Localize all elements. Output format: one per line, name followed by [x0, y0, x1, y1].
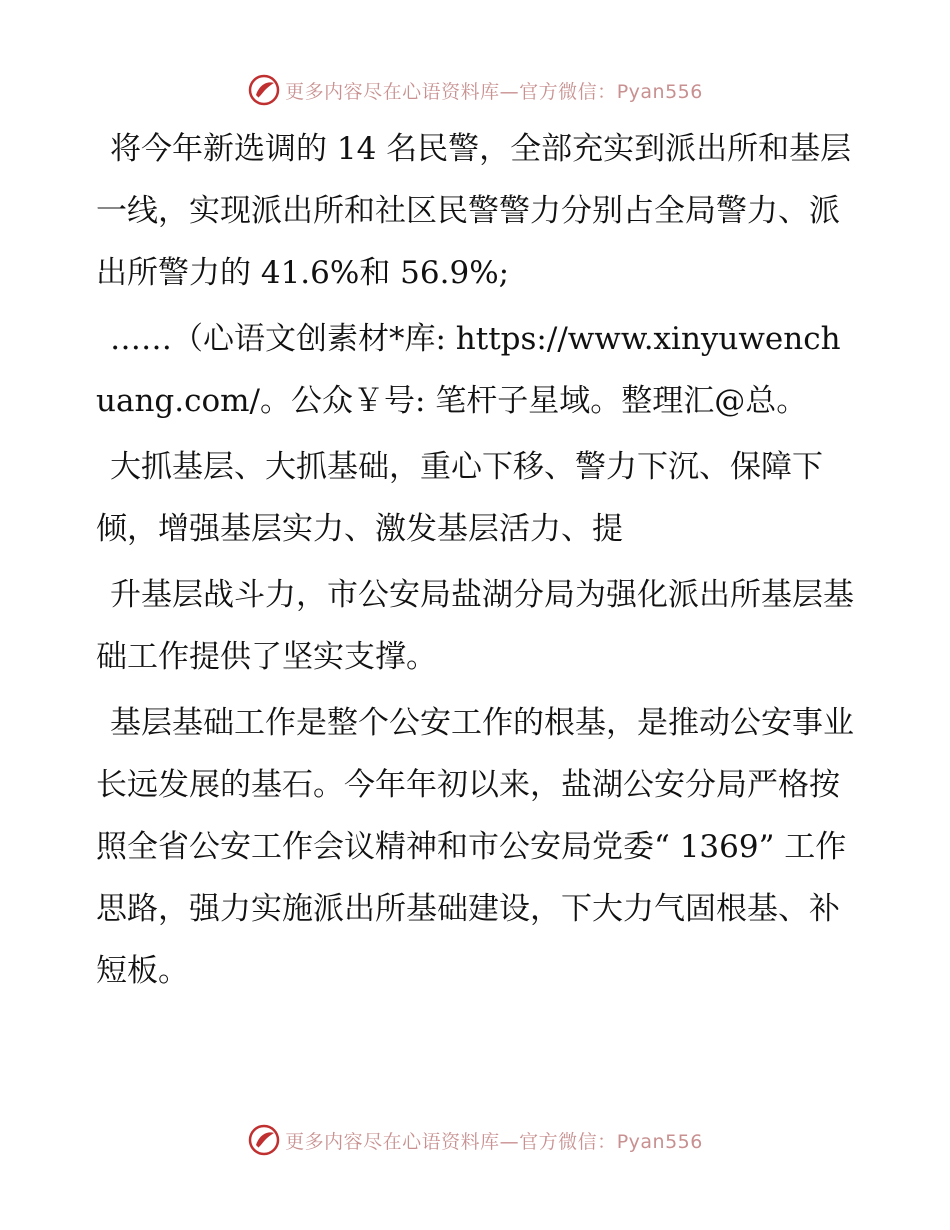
paragraph-2: ……（心语文创素材*库: https://www.xinyuwenchuang.com/。公众￥号: 笔杆子星域。整理汇@总。 [96, 321, 841, 419]
watermark-text [285, 1127, 703, 1154]
watermark-separator: — [499, 1130, 520, 1153]
paragraph-4: 升基层战斗力，市公安局盐湖分局为强化派出所基层基础工作提供了坚实支撑。 [96, 577, 854, 675]
paragraph-5: 基层基础工作是整个公安工作的根基，是推动公安事业长远发展的基石。今年年初以来，盐湖公安分局严格按照全省公安工作会议精神和市公安局党委“ 1369” 工作思路，强力实施派出所基础建设，下大力气固根基、补短板。 [96, 705, 854, 989]
watermark-site-text: 更多内容尽在心语资料库 [285, 80, 500, 103]
watermark-separator: — [499, 80, 520, 103]
document-body [96, 118, 856, 1006]
paragraph-1: 将今年新选调的 14 名民警，全部充实到派出所和基层一线，实现派出所和社区民警警力分别占全局警力、派出所警力的 41.6%和 56.9%; [96, 131, 852, 291]
paragraph-3: 大抓基层、大抓基础，重心下移、警力下沉、保障下倾，增强基层实力、激发基层活力、提 [96, 449, 823, 547]
watermark-logo-icon [247, 1123, 281, 1157]
watermark-site-text: 更多内容尽在心语资料库 [285, 1130, 500, 1153]
watermark-wechat-label: 官方微信： [519, 80, 617, 103]
header-watermark [0, 68, 950, 112]
watermark-wechat-id: Pyan556 [616, 1130, 703, 1153]
watermark-logo-icon [247, 73, 281, 107]
watermark-text [285, 77, 703, 104]
watermark-wechat-label: 官方微信： [519, 1130, 617, 1153]
watermark-wechat-id: Pyan556 [616, 80, 703, 103]
footer-watermark [0, 1118, 950, 1162]
